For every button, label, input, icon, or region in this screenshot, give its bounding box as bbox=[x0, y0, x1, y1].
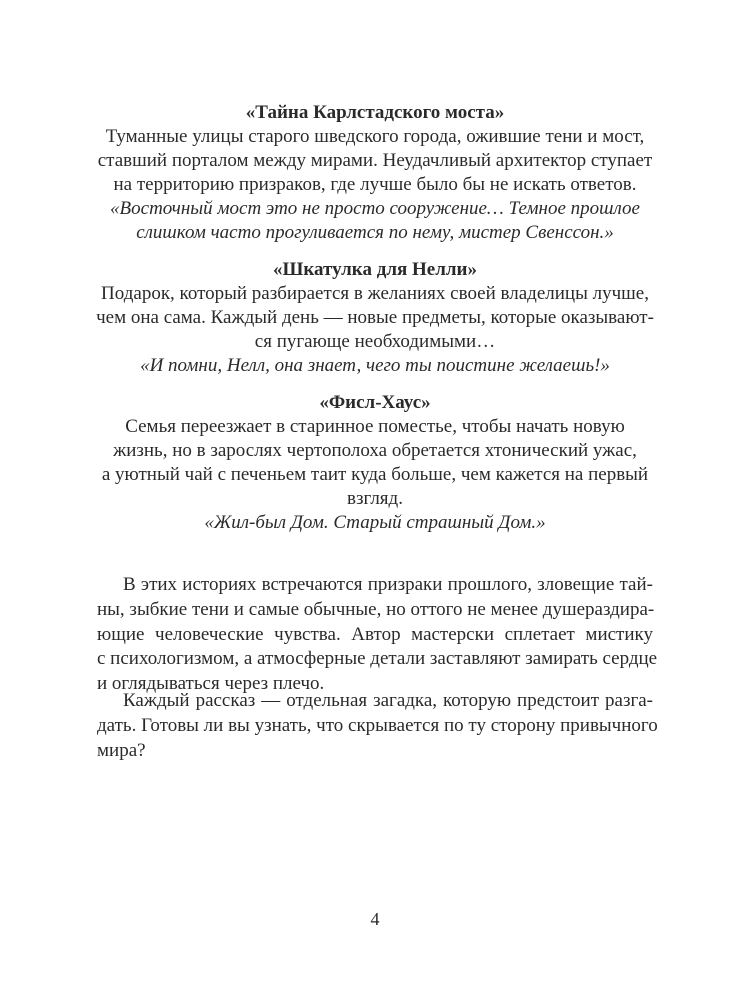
paragraph-line: В этих историях встречаются призраки прошлого, зловещие тай- bbox=[123, 574, 653, 595]
story-quote-line: «Жил-был Дом. Старый страшный Дом.» bbox=[204, 512, 546, 533]
story-description-line: Туманные улицы старого шведского города, ожившие тени и мост, bbox=[105, 126, 645, 147]
story-quote-line: слишком часто прогуливается по нему, мистер Свенссон.» bbox=[136, 222, 614, 243]
paragraph-line: ны, зыбкие тени и самые обычные, но оттого не менее душераздира- bbox=[97, 598, 655, 620]
story-title: «Тайна Карлстадского моста» bbox=[245, 102, 505, 123]
story-description-line: ся пугающе необходимыми… bbox=[254, 331, 496, 352]
story-blurb-karlstad-bridge bbox=[90, 101, 660, 245]
story-description-line: а уютный чай с печеньем таит куда больше, чем кажется на первый bbox=[101, 464, 649, 485]
paragraph-line: с психологизмом, а атмосферные детали заставляют замирать сердце bbox=[97, 648, 658, 670]
story-blurb-box-for-nelly bbox=[90, 258, 660, 378]
story-description-line: взгляд. bbox=[347, 488, 403, 509]
paragraph-line: ющие человеческие чувства. Автор мастерски сплетает мистику bbox=[97, 623, 653, 645]
body-paragraph-1 bbox=[97, 573, 658, 697]
story-quote-line: «И помни, Нелл, она знает, чего ты поистине желаешь!» bbox=[140, 355, 610, 376]
body-paragraph-2 bbox=[97, 689, 658, 763]
story-description-line: на территорию призраков, где лучше было бы не искать ответов. bbox=[113, 174, 637, 195]
paragraph-line: Каждый рассказ — отдельная загадка, которую предстоит разга- bbox=[123, 690, 653, 711]
paragraph-line: мира? bbox=[97, 739, 146, 761]
story-blurb-fisl-house bbox=[90, 391, 660, 535]
paragraph-line: дать. Готовы ли вы узнать, что скрывается по ту сторону привычного bbox=[97, 714, 658, 736]
story-title: «Шкатулка для Нелли» bbox=[273, 259, 477, 280]
story-description-line: жизнь, но в зарослях чертополоха обретается хтонический ужас, bbox=[113, 440, 637, 461]
story-description-line: ставший порталом между мирами. Неудачливый архитектор ступает bbox=[97, 150, 653, 171]
story-title: «Фисл-Хаус» bbox=[319, 392, 431, 413]
paragraph-line: и оглядываться через плечо. bbox=[97, 673, 325, 695]
story-description-line: Подарок, который разбирается в желаниях своей владелицы лучше, bbox=[101, 283, 649, 304]
page-number: 4 bbox=[370, 909, 380, 929]
story-quote-line: «Восточный мост это не просто сооружение… Темное прошлое bbox=[110, 198, 640, 219]
story-description-line: чем она сама. Каждый день — новые предметы, которые оказывают- bbox=[96, 307, 654, 328]
story-description-line: Семья переезжает в старинное поместье, чтобы начать новую bbox=[125, 416, 625, 437]
